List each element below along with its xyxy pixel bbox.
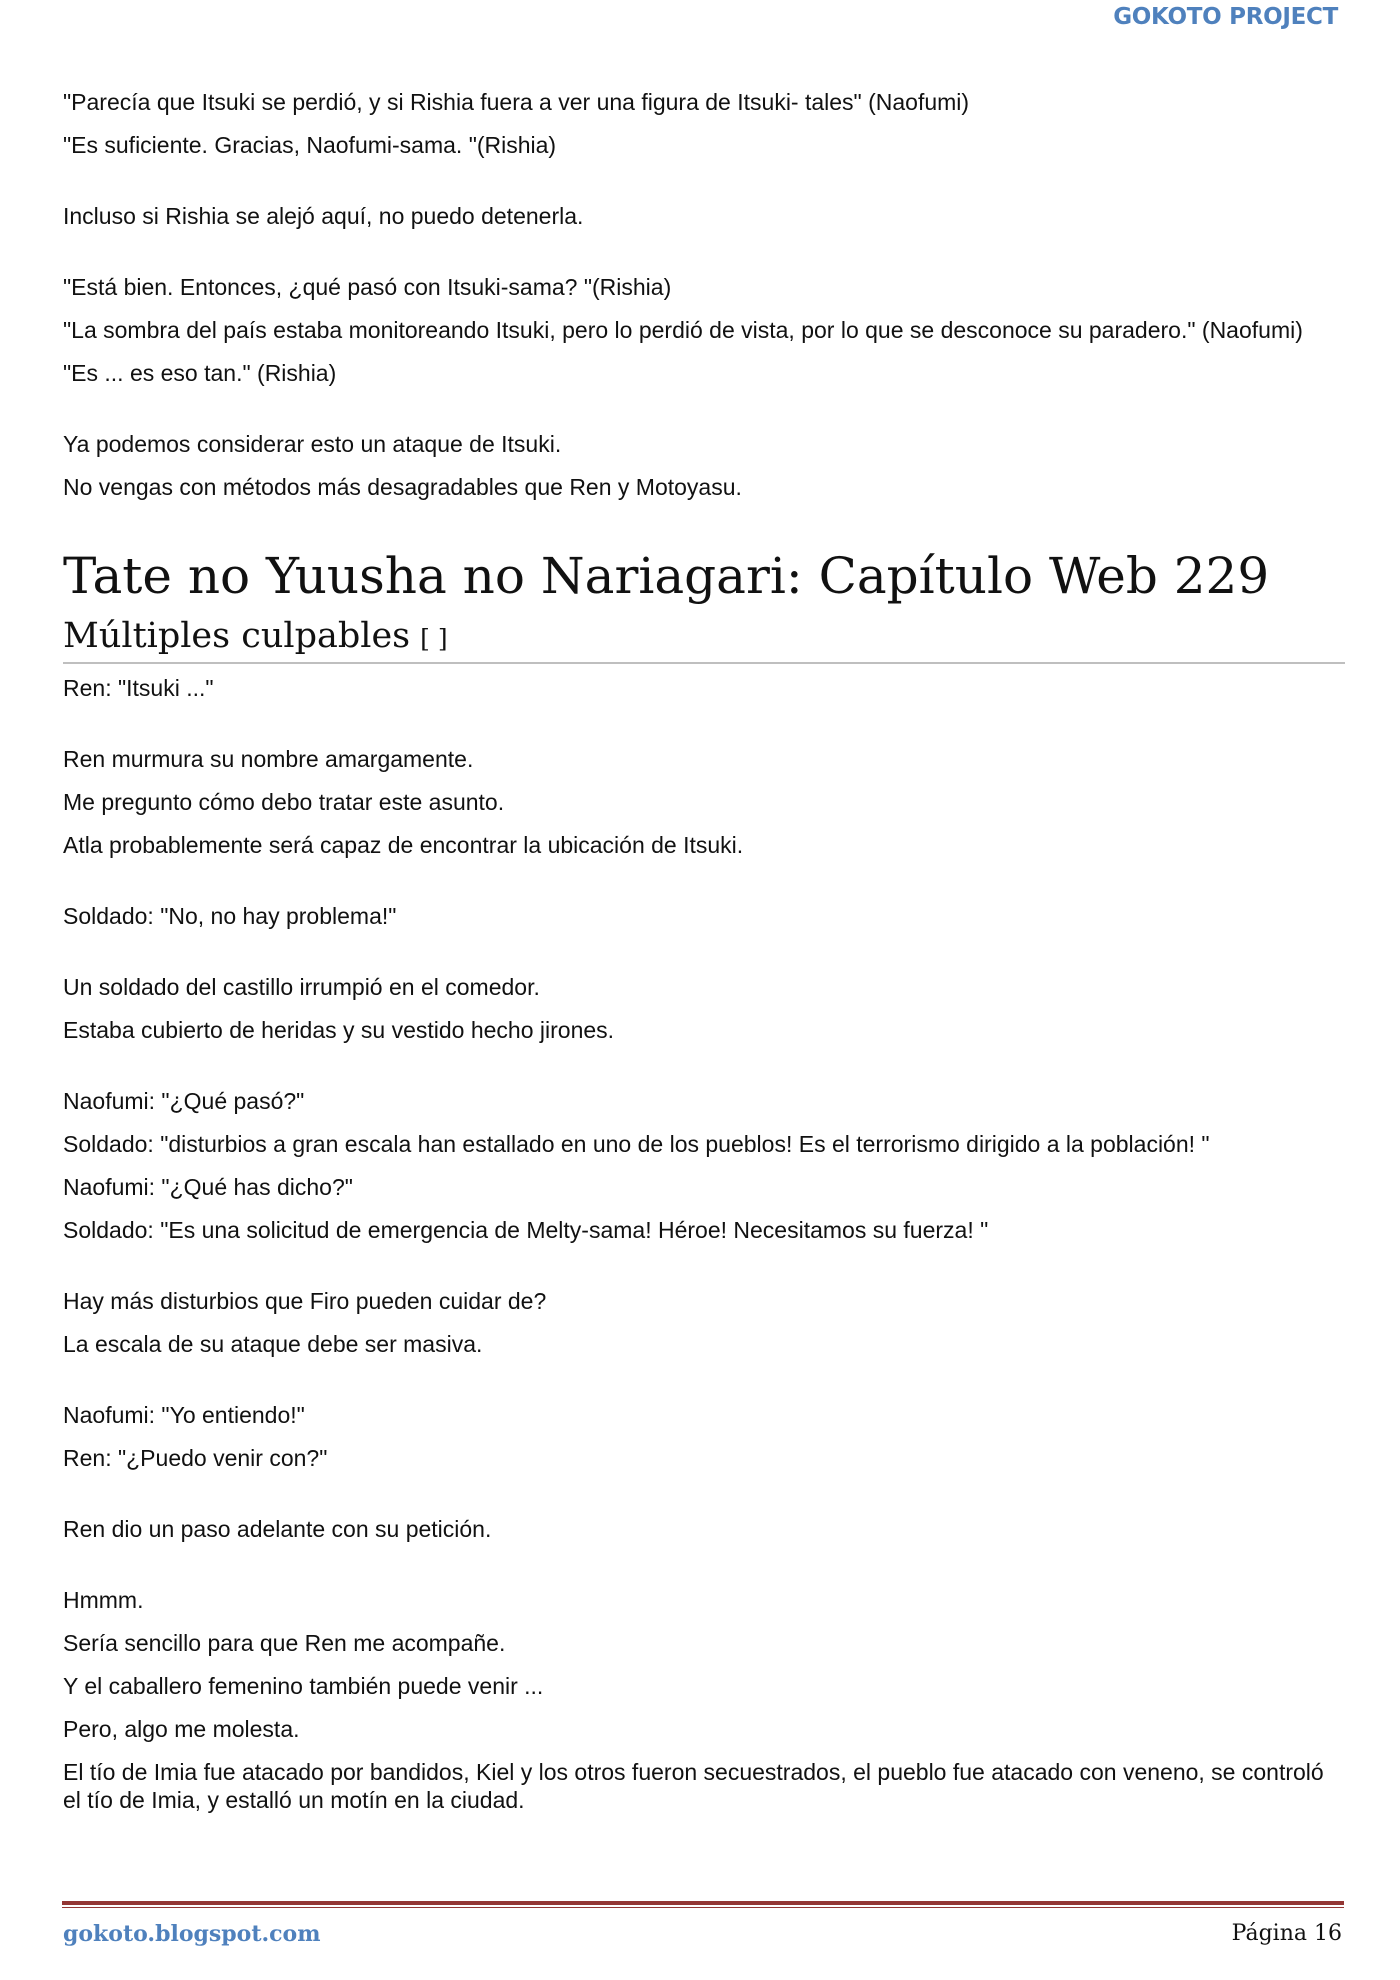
paragraph: Naofumi: "¿Qué pasó?" [63,1088,305,1114]
paragraph: Ren dio un paso adelante con su petición. [63,1516,492,1542]
section-heading [63,613,1345,664]
paragraph: Hay más disturbios que Firo pueden cuidar de? [63,1288,547,1314]
paragraph: Sería sencillo para que Ren me acompañe. [63,1630,506,1656]
paragraph: Estaba cubierto de heridas y su vestido hecho jirones. [63,1017,615,1043]
paragraph: El tío de Imia fue atacado por bandidos, Kiel y los otros fueron secuestrados, el pueblo fue atacado con veneno, se controló el tío de Imia, y estalló un motín en la ciudad. [63,1759,1324,1813]
footer-page-number: Página 16 [1231,1921,1342,1946]
paragraph: Atla probablemente será capaz de encontrar la ubicación de Itsuki. [63,832,744,858]
paragraph: Un soldado del castillo irrumpió en el comedor. [63,974,540,1000]
page-content [63,88,1343,1829]
paragraph: No vengas con métodos más desagradables que Ren y Motoyasu. [63,474,742,500]
paragraph: "Está bien. Entonces, ¿qué pasó con Itsuki-sama? "(Rishia) [63,274,672,300]
footer-rule-thin [62,1907,1344,1908]
paragraph: Ren: "Itsuki ..." [63,675,214,701]
paragraph: "Parecía que Itsuki se perdió, y si Rishia fuera a ver una figura de Itsuki- tales" (Naofumi) [63,89,970,115]
section-heading-bracket: [ ] [420,624,448,653]
section-heading-text: Múltiples culpables [63,616,411,656]
paragraph: Soldado: "Es una solicitud de emergencia de Melty-sama! Héroe! Necesitamos su fuerza! " [63,1217,989,1243]
paragraph: Soldado: "No, no hay problema!" [63,903,397,929]
paragraph: Hmmm. [63,1587,144,1613]
paragraph: Pero, algo me molesta. [63,1716,300,1742]
paragraph: "Es ... es eso tan." (Rishia) [63,360,337,386]
paragraph: La escala de su ataque debe ser masiva. [63,1331,483,1357]
paragraph: Ren murmura su nombre amargamente. [63,746,474,772]
chapter-title: Tate no Yuusha no Nariagari: Capítulo Web 229 [63,547,1270,605]
header-brand: GOKOTO PROJECT [1113,4,1338,30]
paragraph: Me pregunto cómo debo tratar este asunto. [63,789,505,815]
footer-site-link[interactable]: gokoto.blogspot.com [63,1921,321,1947]
paragraph: Ren: "¿Puedo venir con?" [63,1445,328,1471]
footer-rule [62,1901,1344,1905]
paragraph: Soldado: "disturbios a gran escala han estallado en uno de los pueblos! Es el terrorismo dirigido a la población! " [63,1131,1210,1157]
paragraph: Ya podemos considerar esto un ataque de Itsuki. [63,431,562,457]
paragraph: Incluso si Rishia se alejó aquí, no puedo detenerla. [63,203,584,229]
paragraph: Naofumi: "¿Qué has dicho?" [63,1174,353,1200]
paragraph: "La sombra del país estaba monitoreando Itsuki, pero lo perdió de vista, por lo que se desconoce su paradero." (Naofumi) [63,317,1303,343]
paragraph: Y el caballero femenino también puede venir ... [63,1673,544,1699]
paragraph: Naofumi: "Yo entiendo!" [63,1402,305,1428]
paragraph: "Es suficiente. Gracias, Naofumi-sama. "(Rishia) [63,132,557,158]
